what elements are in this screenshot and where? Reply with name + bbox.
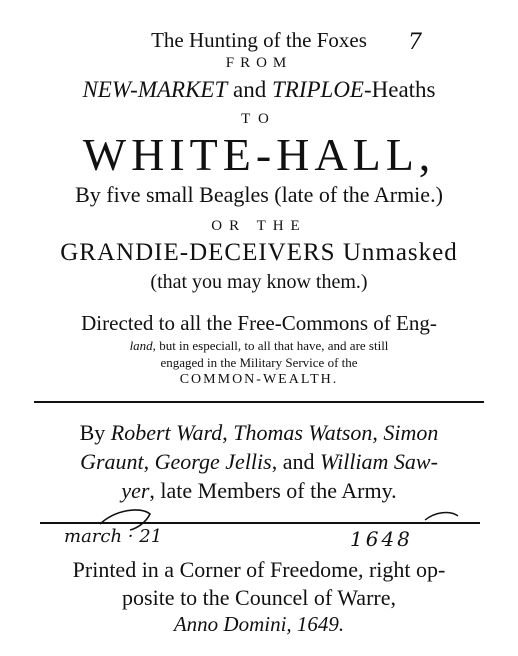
directed-line-1: Directed to all the Free-Commons of Eng- [81, 311, 437, 335]
to-line: TO [241, 111, 277, 127]
authors-line-2: Graunt, George Jellis, and William Saw- [80, 449, 438, 474]
imprint-year-line: Anno Domini, 1649. [173, 612, 345, 636]
commonwealth-line: COMMON-WEALTH. [179, 372, 339, 387]
beagles-line: By five small Beagles (late of the Armie.) [75, 182, 443, 207]
know-them-line: (that you may know them.) [150, 271, 368, 293]
from-line: FROM [225, 55, 293, 71]
land-word: land, [129, 338, 156, 353]
author-george-jellis: George Jellis [154, 449, 272, 474]
handwritten-date: march · 21 [64, 526, 163, 547]
and-word-2: and [282, 449, 315, 474]
author-yer: yer [121, 478, 150, 503]
author-robert-ward: Robert Ward [110, 420, 223, 445]
imprint-line-2: posite to the Councel of Warre, [122, 585, 396, 610]
by-word: By [79, 420, 106, 445]
late-members-text: , late Members of the Army. [149, 478, 397, 503]
directed-line-2-rest: but in especiall, to all that have, and are still [155, 338, 389, 353]
title-line-1 [0, 30, 518, 51]
author-graunt: Graunt [80, 449, 144, 474]
whitehall-heading: WHITE-HALL, [82, 129, 436, 180]
authors-line-1: By Robert Ward, Thomas Watson, Simon [79, 420, 439, 445]
page-number-mark: 7 [408, 30, 422, 55]
heaths-word: -Heaths [363, 77, 436, 102]
and-word: and [233, 77, 267, 102]
author-simon: Simon [383, 420, 439, 445]
author-thomas-watson: Thomas Watson [233, 420, 373, 445]
title-text: The Hunting of the Foxes [151, 28, 367, 52]
authors-line-3 [0, 480, 518, 502]
directed-line-2 [0, 339, 518, 352]
or-the-line: OR THE [211, 218, 307, 234]
directed-line-3: engaged in the Military Service of the [160, 355, 358, 370]
author-william-sawyer: William Saw- [319, 449, 438, 474]
place-new-market: NEW-MARKET [82, 77, 228, 102]
imprint-line-1: Printed in a Corner of Freedome, right op- [72, 557, 446, 582]
place-triploe: TRIPLOE [271, 77, 364, 102]
handwritten-year: 1648 [350, 527, 413, 551]
rule-upper [34, 401, 484, 403]
grandie-line: GRANDIE-DECEIVERS Unmasked [60, 239, 458, 266]
places-line [0, 78, 518, 101]
